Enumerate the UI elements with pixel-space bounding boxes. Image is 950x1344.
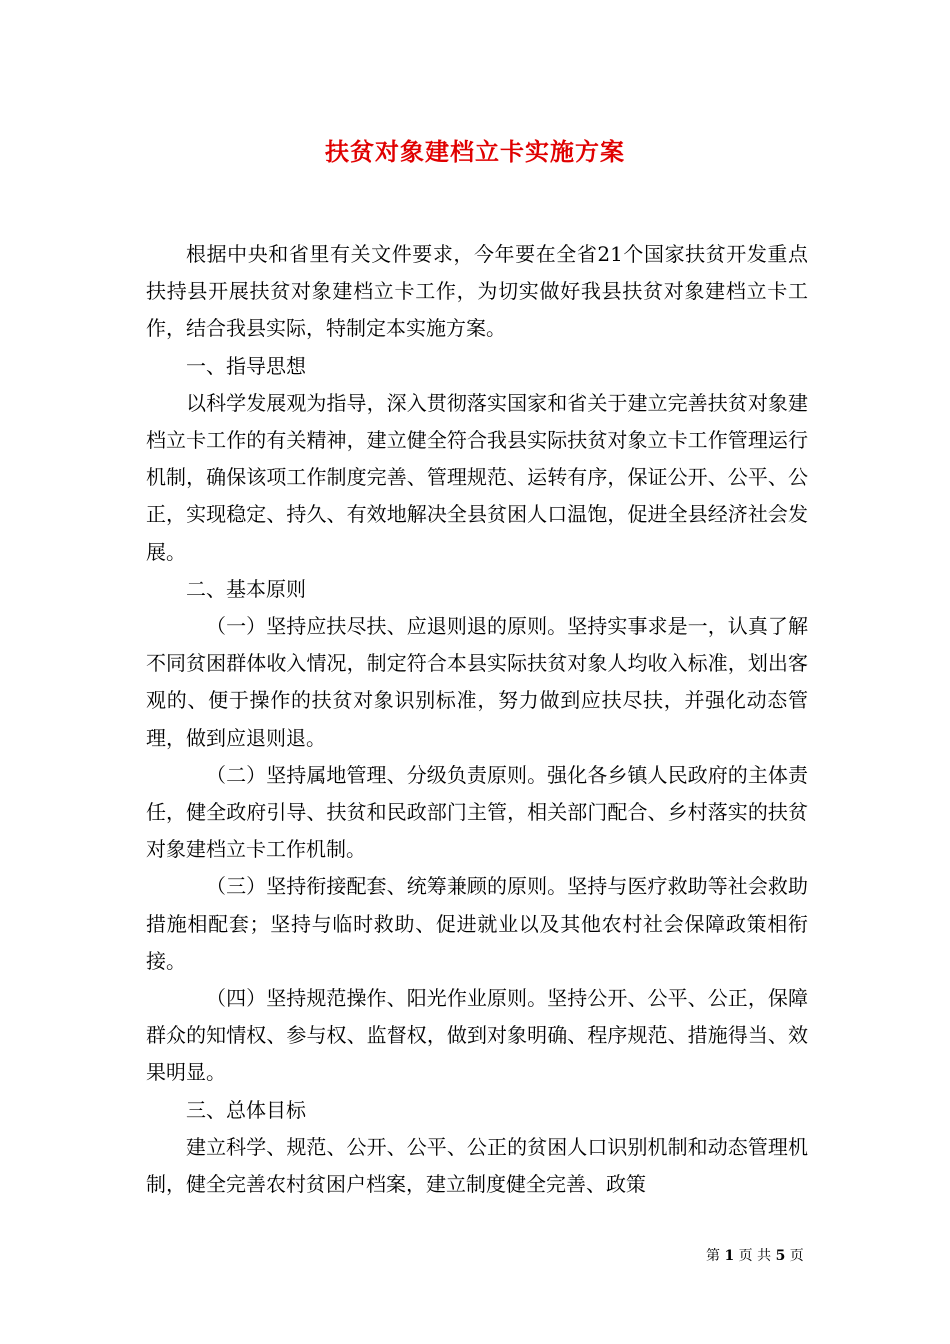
page-number-footer xyxy=(706,1245,816,1265)
section-heading-basic-principles: 二、基本原则 xyxy=(186,576,306,601)
current-page-number: 1 xyxy=(724,1248,735,1264)
guiding-ideology-paragraph: 以科学发展观为指导，深入贯彻落实国家和省关于建立完善扶贫对象建档立卡工作的有关精神，建立健全符合我县实际扶贫对象立卡工作管理运行机制，确保该项工作制度完善、管理规范、运转有序，保证公开、公平、公正，实现稳定、持久、有效地解决全县贫困人口温饱，促进全县经济社会发展。 xyxy=(146,390,808,564)
document-body xyxy=(146,236,808,1203)
overall-goals-paragraph: 建立科学、规范、公开、公平、公正的贫困人口识别机制和动态管理机制，健全完善农村贫困户档案，建立制度健全完善、政策 xyxy=(146,1134,808,1197)
principle-1-paragraph: （一）坚持应扶尽扶、应退则退的原则。坚持实事求是一，认真了解不同贫困群体收入情况，制定符合本县实际扶贫对象人均收入标准，划出客观的、便于操作的扶贫对象识别标准，努力做到应扶尽扶，并强化动态管理，做到应退则退。 xyxy=(146,614,808,750)
footer-suffix: 页 xyxy=(789,1248,804,1264)
principle-3-paragraph: （三）坚持衔接配套、统筹兼顾的原则。坚持与医疗救助等社会救助措施相配套；坚持与临时救助、促进就业以及其他农村社会保障政策相衔接。 xyxy=(146,874,808,973)
intro-paragraph: 根据中央和省里有关文件要求，今年要在全省21个国家扶贫开发重点扶持县开展扶贫对象建档立卡工作，为切实做好我县扶贫对象建档立卡工作，结合我县实际，特制定本实施方案。 xyxy=(146,242,808,341)
section-heading-overall-goals: 三、总体目标 xyxy=(186,1097,306,1122)
section-heading-guiding-ideology: 一、指导思想 xyxy=(186,353,306,378)
document-title: 扶贫对象建档立卡实施方案 xyxy=(325,137,625,166)
principle-2-paragraph: （二）坚持属地管理、分级负责原则。强化各乡镇人民政府的主体责任，健全政府引导、扶贫和民政部门主管，相关部门配合、乡村落实的扶贫对象建档立卡工作机制。 xyxy=(146,762,808,862)
footer-prefix: 第 xyxy=(706,1248,720,1264)
footer-middle: 页 共 xyxy=(738,1248,772,1264)
total-pages-number: 5 xyxy=(775,1248,786,1264)
principle-4-paragraph: （四）坚持规范操作、阳光作业原则。坚持公开、公平、公正，保障群众的知情权、参与权、监督权，做到对象明确、程序规范、措施得当、效果明显。 xyxy=(146,986,808,1085)
